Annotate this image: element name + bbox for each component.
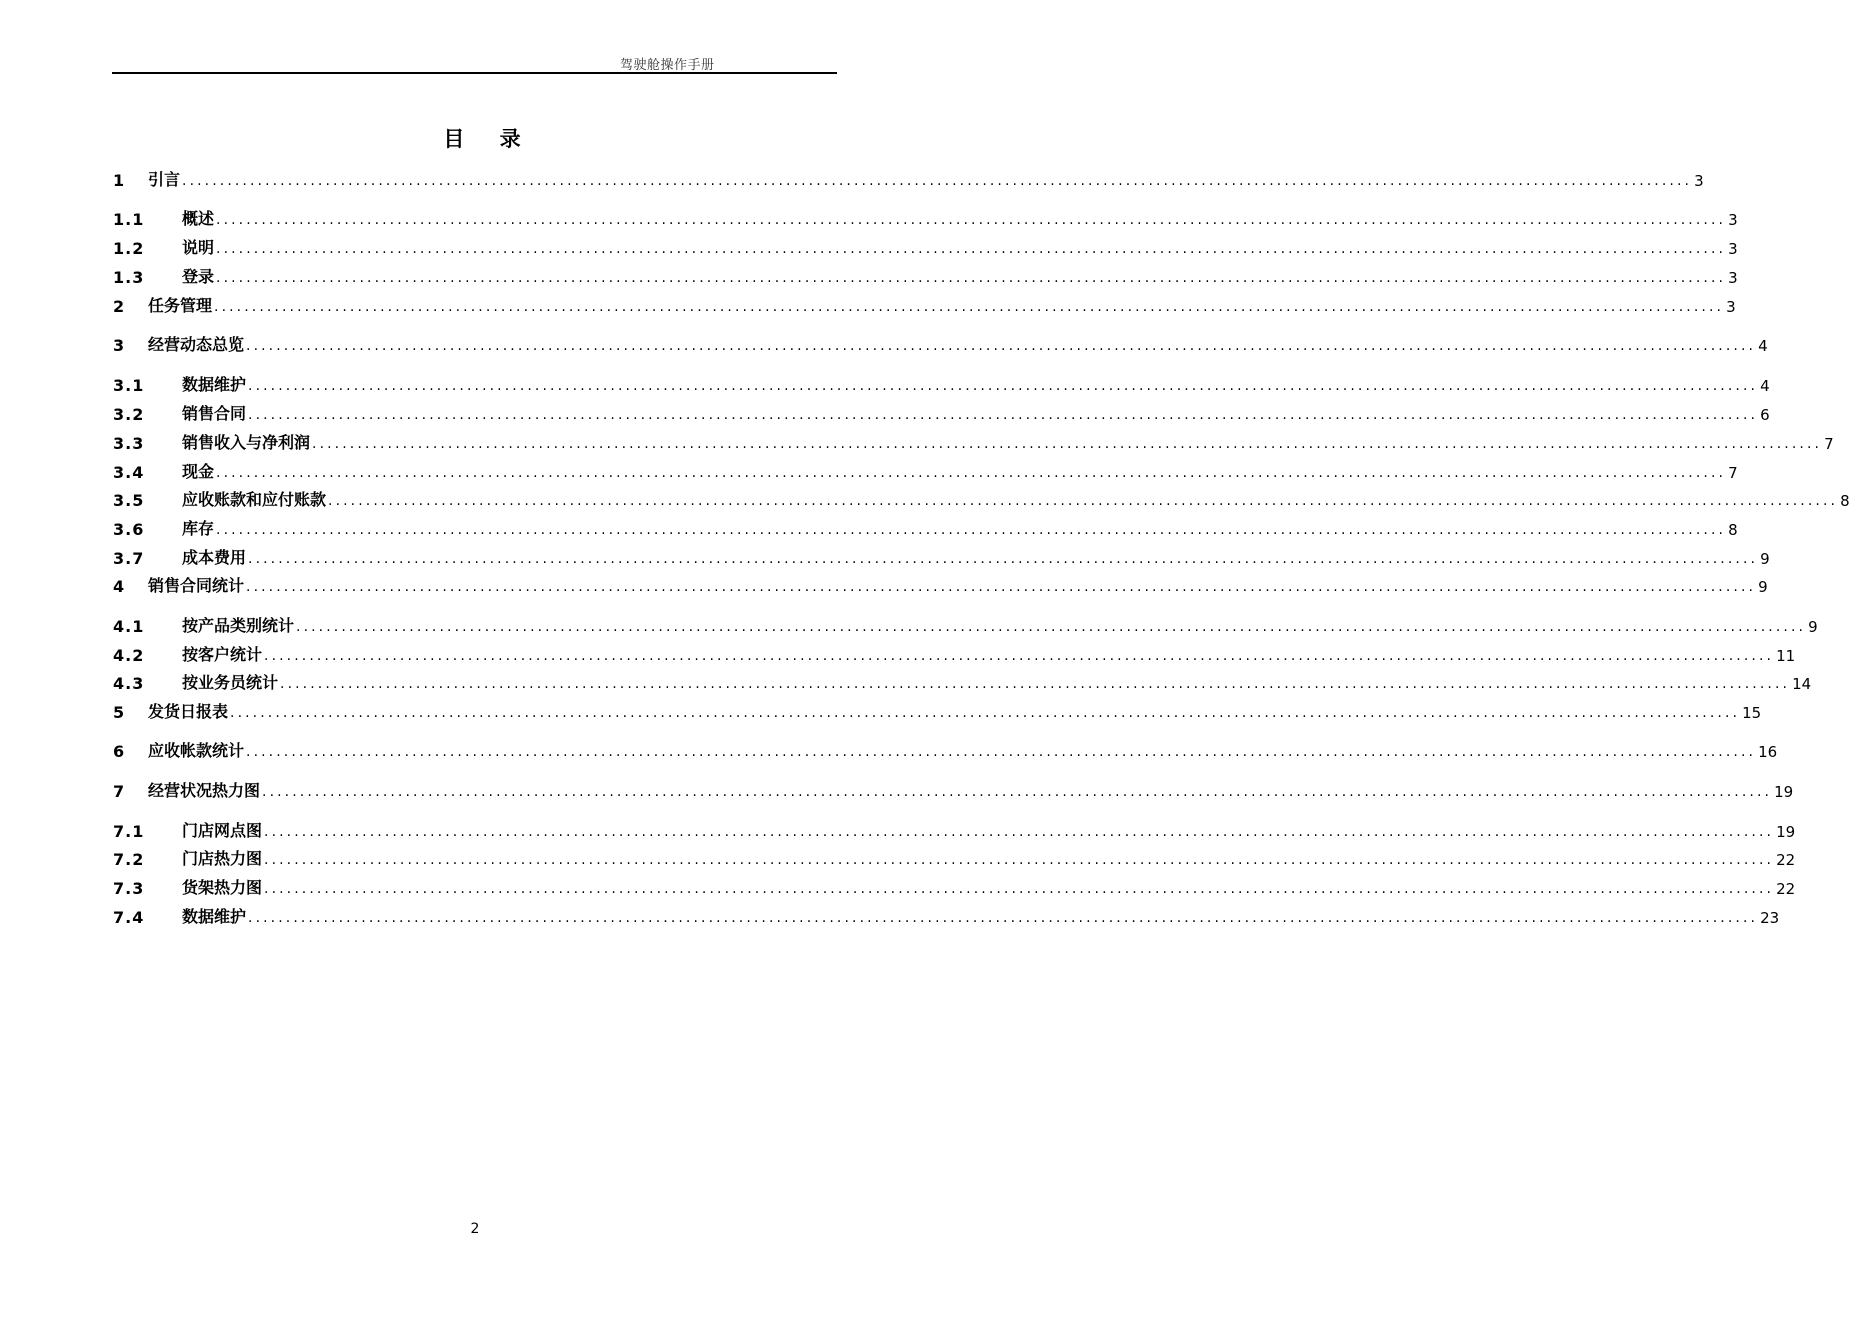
toc-entry-page: 3 <box>1726 298 1736 316</box>
toc-entry-page: 4 <box>1760 377 1770 395</box>
dot-leader: ........................................................................................................................................................................................................ <box>182 173 1693 189</box>
toc-entry-label: 销售合同统计 <box>148 576 245 595</box>
running-header-title: 驾驶舱操作手册 <box>620 58 715 73</box>
dot-leader: ........................................................................................................................................................................................................ <box>216 465 1727 481</box>
toc-entry-number: 3.2 <box>113 405 145 424</box>
toc-entry-number: 3.7 <box>113 549 145 568</box>
toc-entry-label: 应收帐款统计 <box>148 741 245 760</box>
toc-entry-page: 3 <box>1728 211 1738 229</box>
toc-entry-label: 经营状况热力图 <box>148 781 261 800</box>
toc-entry-number: 4.3 <box>113 674 145 693</box>
page-number: 2 <box>470 1221 480 1237</box>
toc-entry-number: 2 <box>113 297 126 316</box>
toc-entry-page: 22 <box>1776 880 1796 898</box>
toc-entry-page: 19 <box>1776 823 1796 841</box>
toc-entry[interactable] <box>113 373 1770 395</box>
toc-entry-page: 9 <box>1808 618 1818 636</box>
toc-entry-label: 按产品类别统计 <box>182 616 295 635</box>
toc-entry-page: 7 <box>1824 435 1834 453</box>
toc-entry-number: 3.3 <box>113 434 145 453</box>
toc-entry[interactable] <box>113 460 1738 482</box>
toc-entry-label: 发货日报表 <box>148 702 229 721</box>
dot-leader: ........................................................................................................................................................................................................ <box>248 407 1759 423</box>
dot-leader: ........................................................................................................................................................................................................ <box>248 551 1759 567</box>
toc-entry-label: 销售合同 <box>182 404 247 423</box>
toc-entry[interactable] <box>113 168 1704 190</box>
toc-entry-page: 14 <box>1792 675 1812 693</box>
toc-entry-page: 3 <box>1728 240 1738 258</box>
dot-leader: ........................................................................................................................................................................................................ <box>214 299 1725 315</box>
toc-entry[interactable] <box>113 431 1834 453</box>
toc-entry[interactable] <box>113 574 1768 596</box>
toc-entry[interactable] <box>113 671 1812 693</box>
toc-entry-number: 3.6 <box>113 520 145 539</box>
dot-leader: ........................................................................................................................................................................................................ <box>296 619 1807 635</box>
toc-entry-number: 7 <box>113 782 126 801</box>
toc-entry-page: 11 <box>1776 647 1796 665</box>
toc-entry-label: 任务管理 <box>148 296 213 315</box>
dot-leader: ........................................................................................................................................................................................................ <box>248 378 1759 394</box>
dot-leader: ........................................................................................................................................................................................................ <box>216 241 1727 257</box>
dot-leader: ........................................................................................................................................................................................................ <box>264 852 1775 868</box>
toc-entry-page: 3 <box>1694 172 1704 190</box>
toc-entry[interactable] <box>113 847 1796 869</box>
toc-entry-number: 5 <box>113 703 126 722</box>
toc-entry-label: 经营动态总览 <box>148 335 245 354</box>
toc-entry-page: 4 <box>1758 337 1768 355</box>
toc-entry-label: 成本费用 <box>182 548 247 567</box>
toc-entry[interactable] <box>113 333 1768 355</box>
toc-entry-page: 8 <box>1728 521 1738 539</box>
toc-entry[interactable] <box>113 876 1796 898</box>
toc-entry[interactable] <box>113 488 1850 510</box>
dot-leader: ........................................................................................................................................................................................................ <box>216 270 1727 286</box>
toc-entry-label: 登录 <box>182 267 215 286</box>
toc-entry[interactable] <box>113 905 1780 927</box>
toc-entry-label: 说明 <box>182 238 215 257</box>
toc-title: 目 录 <box>443 127 535 151</box>
dot-leader: ........................................................................................................................................................................................................ <box>312 436 1823 452</box>
toc-entry[interactable] <box>113 643 1796 665</box>
toc-entry-page: 8 <box>1840 492 1850 510</box>
toc-entry[interactable] <box>113 700 1762 722</box>
dot-leader: ........................................................................................................................................................................................................ <box>216 212 1727 228</box>
toc-entry-number: 7.4 <box>113 908 145 927</box>
toc-entry[interactable] <box>113 265 1738 287</box>
toc-entry[interactable] <box>113 779 1794 801</box>
toc-entry-number: 7.2 <box>113 850 145 869</box>
toc-entry-number: 7.3 <box>113 879 145 898</box>
toc-entry-label: 引言 <box>148 170 181 189</box>
dot-leader: ........................................................................................................................................................................................................ <box>264 881 1775 897</box>
dot-leader: ........................................................................................................................................................................................................ <box>264 824 1775 840</box>
toc-entry-number: 1.2 <box>113 239 145 258</box>
toc-entry-label: 按客户统计 <box>182 645 263 664</box>
toc-entry[interactable] <box>113 739 1778 761</box>
toc-entry-page: 9 <box>1760 550 1770 568</box>
toc-entry-page: 19 <box>1774 783 1794 801</box>
toc-entry-page: 22 <box>1776 851 1796 869</box>
dot-leader: ........................................................................................................................................................................................................ <box>328 493 1839 509</box>
dot-leader: ........................................................................................................................................................................................................ <box>248 910 1759 926</box>
toc-entry-number: 4 <box>113 577 126 596</box>
toc-entry-number: 3.4 <box>113 463 145 482</box>
header-rule <box>112 72 837 74</box>
toc-entry-label: 按业务员统计 <box>182 673 279 692</box>
toc-entry-page: 16 <box>1758 743 1778 761</box>
toc-entry-label: 现金 <box>182 462 215 481</box>
toc-entry-page: 7 <box>1728 464 1738 482</box>
dot-leader: ........................................................................................................................................................................................................ <box>262 784 1773 800</box>
toc-entry-label: 销售收入与净利润 <box>182 433 311 452</box>
toc-entry[interactable] <box>113 402 1770 424</box>
dot-leader: ........................................................................................................................................................................................................ <box>280 676 1791 692</box>
dot-leader: ........................................................................................................................................................................................................ <box>230 705 1741 721</box>
toc-entry-page: 15 <box>1742 704 1762 722</box>
toc-entry-label: 应收账款和应付账款 <box>182 490 327 509</box>
dot-leader: ........................................................................................................................................................................................................ <box>216 522 1727 538</box>
dot-leader: ........................................................................................................................................................................................................ <box>246 338 1757 354</box>
toc-entry[interactable] <box>113 207 1738 229</box>
toc-entry-label: 门店网点图 <box>182 821 263 840</box>
toc-entry-number: 6 <box>113 742 126 761</box>
toc-entry[interactable] <box>113 546 1770 568</box>
dot-leader: ........................................................................................................................................................................................................ <box>264 648 1775 664</box>
toc-entry-number: 1.3 <box>113 268 145 287</box>
toc-entry-label: 数据维护 <box>182 907 247 926</box>
toc-entry-number: 1.1 <box>113 210 145 229</box>
toc-entry-page: 6 <box>1760 406 1770 424</box>
toc-entry-number: 4.2 <box>113 646 145 665</box>
toc-entry[interactable] <box>113 517 1738 539</box>
toc-entry-number: 3.5 <box>113 491 145 510</box>
toc-entry[interactable] <box>113 294 1736 316</box>
toc-entry[interactable] <box>113 236 1738 258</box>
toc-entry[interactable] <box>113 614 1818 636</box>
toc-entry-page: 23 <box>1760 909 1780 927</box>
toc-entry-label: 门店热力图 <box>182 849 263 868</box>
toc-entry-number: 4.1 <box>113 617 145 636</box>
toc-entry-label: 数据维护 <box>182 375 247 394</box>
toc-entry-page: 9 <box>1758 578 1768 596</box>
toc-entry-label: 货架热力图 <box>182 878 263 897</box>
dot-leader: ........................................................................................................................................................................................................ <box>246 579 1757 595</box>
toc-entry-number: 3.1 <box>113 376 145 395</box>
toc-entry-number: 1 <box>113 171 126 190</box>
toc-entry-page: 3 <box>1728 269 1738 287</box>
dot-leader: ........................................................................................................................................................................................................ <box>246 744 1757 760</box>
toc-entry-label: 库存 <box>182 519 215 538</box>
toc-entry-number: 3 <box>113 336 126 355</box>
toc-entry-label: 概述 <box>182 209 215 228</box>
toc-entry[interactable] <box>113 819 1796 841</box>
toc-entry-number: 7.1 <box>113 822 145 841</box>
